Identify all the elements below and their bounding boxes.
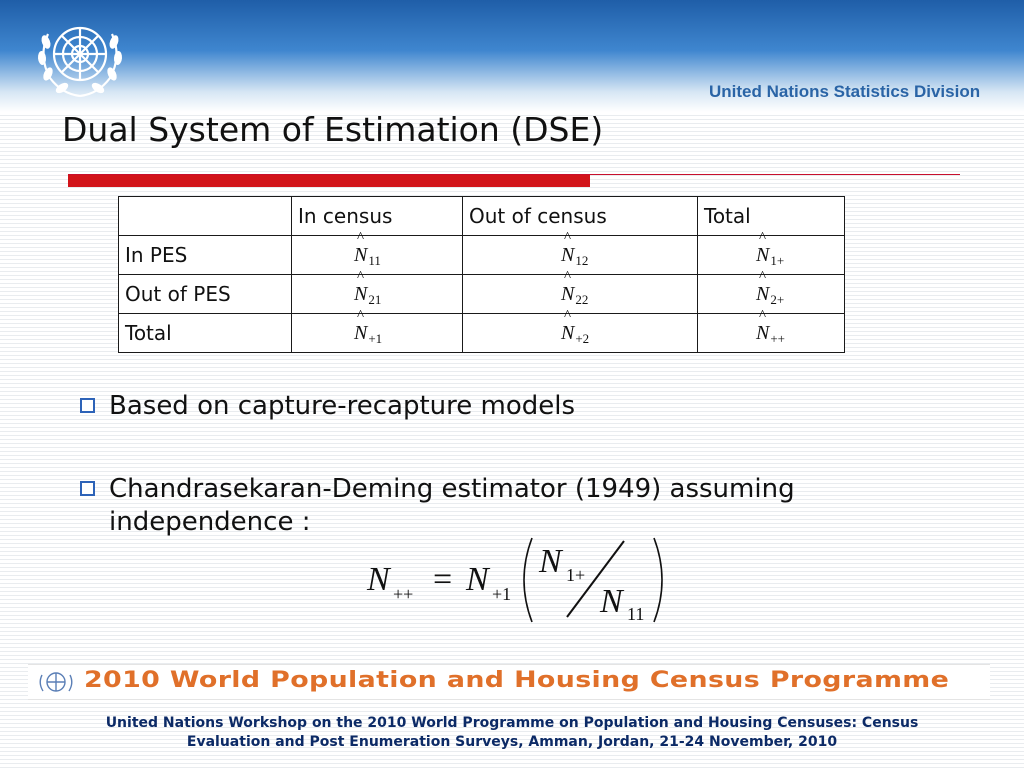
formula-numerator-subscript: 1+ — [566, 565, 586, 585]
estimate-subscript: +1 — [368, 330, 383, 346]
table-row — [119, 275, 845, 314]
slide-title: Dual System of Estimation (DSE) — [62, 110, 604, 149]
table-header-row — [119, 197, 845, 236]
formula-rhs-subscript: +1 — [492, 584, 512, 604]
table-cell — [698, 314, 845, 353]
table-cell — [463, 314, 698, 353]
formula-equals: = — [433, 561, 453, 598]
estimate-symbol: ^ N — [354, 283, 367, 306]
table-cell — [292, 236, 463, 275]
title-accent-bar — [68, 175, 590, 187]
programme-banner — [28, 664, 990, 700]
estimate-subscript: 1+ — [770, 252, 785, 268]
estimate-symbol: ^ N — [756, 244, 769, 267]
table-header-cell: Out of census — [463, 197, 698, 236]
table-cell — [463, 275, 698, 314]
bullet-text: Chandrasekaran-Deming estimator (1949) assuming independence : — [109, 474, 795, 537]
checkbox-bullet-icon — [80, 398, 95, 413]
division-name: United Nations Statistics Division — [709, 82, 981, 101]
table-cell — [698, 236, 845, 275]
estimate-subscript: +2 — [575, 330, 590, 346]
table-row — [119, 236, 845, 275]
row-label: In PES — [119, 236, 292, 275]
table-cell — [292, 314, 463, 353]
estimate-symbol: ^ N — [561, 283, 574, 306]
row-label: Out of PES — [119, 275, 292, 314]
checkbox-bullet-icon — [80, 481, 95, 496]
table-header-cell: Total — [698, 197, 845, 236]
formula-rhs-symbol: N — [466, 561, 489, 598]
table-header-cell: In census — [292, 197, 463, 236]
formula-lhs-subscript: ++ — [393, 584, 414, 604]
row-label: Total — [119, 314, 292, 353]
estimate-subscript: 12 — [575, 252, 589, 268]
workshop-line: United Nations Workshop on the 2010 World Programme on Population and Housing Censuses: Census — [105, 715, 919, 731]
estimate-symbol: ^ N — [354, 322, 367, 345]
formula-left-paren — [524, 538, 532, 622]
formula-slash — [567, 541, 624, 617]
un-emblem-icon — [28, 8, 132, 104]
table-cell — [698, 275, 845, 314]
estimate-subscript: 21 — [368, 291, 382, 307]
estimate-symbol: ^ N — [756, 283, 769, 306]
table-header-cell — [119, 197, 292, 236]
estimate-subscript: 22 — [575, 291, 589, 307]
header-band — [0, 0, 1024, 112]
bullet-text: Based on capture-recapture models — [109, 391, 576, 421]
workshop-footer — [40, 714, 984, 752]
formula-denominator-symbol: N — [600, 583, 623, 620]
un-emblem-icon — [34, 667, 78, 697]
estimate-symbol: ^ N — [756, 322, 769, 345]
table-cell — [463, 236, 698, 275]
estimate-subscript: 2+ — [770, 291, 785, 307]
table-row — [119, 314, 845, 353]
estimate-symbol: ^ N — [354, 244, 367, 267]
estimate-subscript: 11 — [368, 252, 381, 268]
bullet-item — [80, 473, 880, 539]
workshop-line: Evaluation and Post Enumeration Surveys, Amman, Jordan, 21-24 November, 2010 — [186, 734, 838, 750]
table-cell — [292, 275, 463, 314]
programme-title: 2010 World Population and Housing Census Programme — [84, 668, 950, 693]
formula-right-paren — [654, 538, 662, 622]
estimate-subscript: ++ — [770, 330, 786, 346]
dse-table — [118, 196, 845, 353]
bullet-item — [80, 390, 880, 423]
estimate-symbol: ^ N — [561, 244, 574, 267]
formula-lhs-symbol: N — [367, 561, 390, 598]
formula-numerator-symbol: N — [539, 543, 562, 580]
estimate-symbol: ^ N — [561, 322, 574, 345]
formula-denominator-subscript: 11 — [627, 604, 645, 624]
